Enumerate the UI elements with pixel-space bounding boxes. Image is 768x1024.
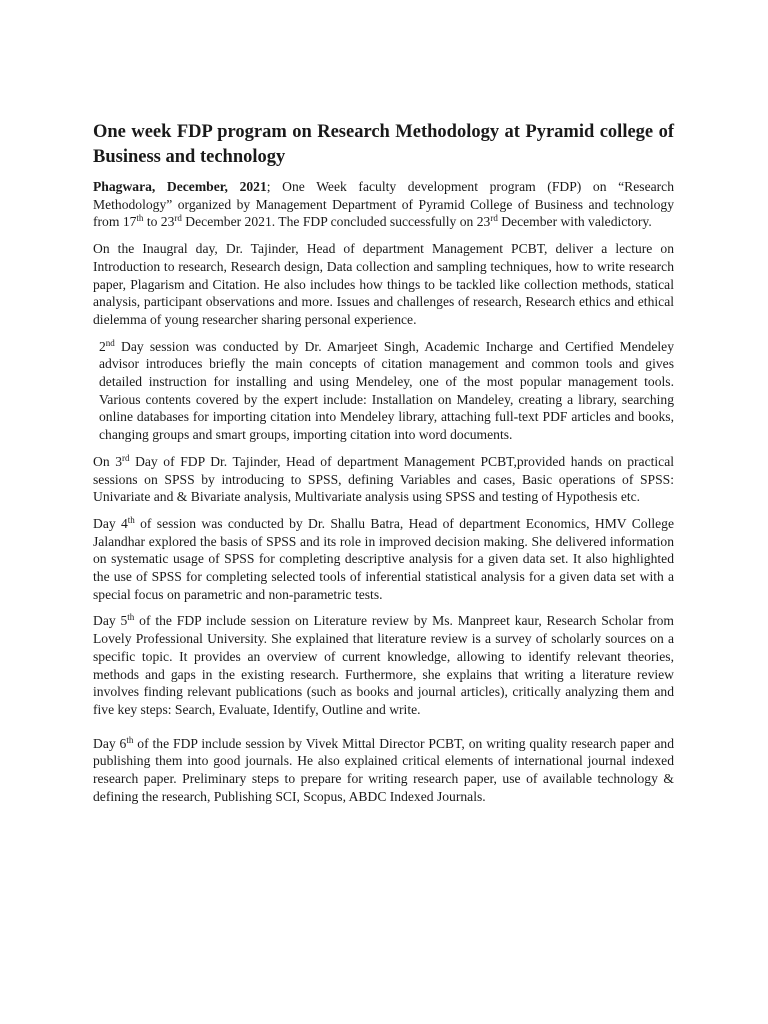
superscript: th [126, 734, 134, 745]
intro-text-a: ; One Week faculty development program (FDP) on “Research Methodology” organized by Management Department of Pyramid College of Business and technology from 17 [93, 179, 674, 230]
intro-text-d: December with valedictory. [497, 214, 652, 230]
day-number: 2 [99, 338, 106, 354]
day-3-text: Day of FDP Dr. Tajinder, Head of department Management PCBT,provided hands on practical sessions on SPSS by introducing to SPSS, defining Variables and cases, Basic operations of SPSS: Univariate and & Bivariate analysis, Multivariate analysis using SPSS and testing of Hypothesis etc. [93, 453, 675, 505]
document-page [93, 120, 674, 815]
superscript: nd [105, 337, 115, 348]
day-prefix: Day 6 [93, 735, 127, 751]
superscript: rd [122, 452, 130, 463]
paragraph-intro [93, 178, 674, 231]
intro-text-c: December 2021. The FDP concluded successfully on 23 [181, 214, 491, 230]
day-2-text: Day session was conducted by Dr. Amarjeet Singh, Academic Incharge and Certified Mendeley advisor introduces briefly the main concepts of citation management and common tools and gives detailed instruction for installing and using Mendeley, one of the most popular management tools. Various contents covered by the expert include: Installation on Mandeley, creating a library, searching online databases for importing citation into Mendeley library, attaching full-text PDF articles and books, changing groups and smart groups, importing citation into word documents. [99, 338, 674, 443]
superscript: rd [490, 213, 498, 224]
intro-text-b: to 23 [143, 214, 175, 230]
dateline: Phagwara, December, 2021 [93, 179, 267, 194]
day-4-text: of session was conducted by Dr. Shallu Batra, Head of department Economics, HMV College Jalandhar explored the basis of SPSS and its role in improved decision making. She delivered information on systematic usage of SPSS for completing descriptive analysis for a given data set. It also highlighted the use of SPSS for completing selected tools of inferential statistical analysis for a given data set with a special focus on parametric and non-parametric tests. [93, 515, 674, 602]
day-prefix: Day 4 [93, 515, 128, 531]
day-prefix: Day 5 [93, 613, 128, 629]
superscript: rd [174, 213, 182, 224]
day-6-text: of the FDP include session by Vivek Mittal Director PCBT, on writing quality research paper and publishing them into good journals. He also explained critical elements of international journal indexed research paper. Preliminary steps to prepare for writing research paper, use of available technology & defining the research, Publishing SCI, Scopus, ABDC Indexed Journals. [93, 735, 674, 804]
paragraph-day-4 [93, 515, 674, 604]
paragraph-day-5 [93, 612, 674, 718]
superscript: th [127, 612, 135, 623]
day-5-text: of the FDP include session on Literature review by Ms. Manpreet kaur, Research Scholar from Lovely Professional University. She explained that literature review is a survey of scholarly sources on a specific topic. It provides an overview of current knowledge, allowing to identify relevant theories, methods and gaps in the existing research. Furthermore, she explains that writing a literature review involves finding relevant publications (such as books and journal articles), critically analyzing them and five key steps: Search, Evaluate, Identify, Outline and write. [93, 613, 675, 717]
paragraph-day-6 [93, 735, 674, 806]
day-prefix: On 3 [93, 453, 122, 469]
superscript: th [127, 514, 135, 525]
paragraph-day-3 [93, 453, 674, 506]
paragraph-day-1: On the Inaugral day, Dr. Tajinder, Head of department Management PCBT, deliver a lecture on Introduction to research, Research design, Data collection and sampling techniques, how to write research paper, Plagarism and Citation. He also includes how things to be tackled like collection methods, statical analysis, participant observations and more. Issues and challenges of research, Research ethics and ethical dielemma of young researcher sharing personal experience. [93, 241, 674, 327]
superscript: th [136, 213, 144, 224]
paragraph-day-2 [93, 338, 674, 444]
document-title: One week FDP program on Research Methodology at Pyramid college of Business and technology [93, 122, 674, 167]
